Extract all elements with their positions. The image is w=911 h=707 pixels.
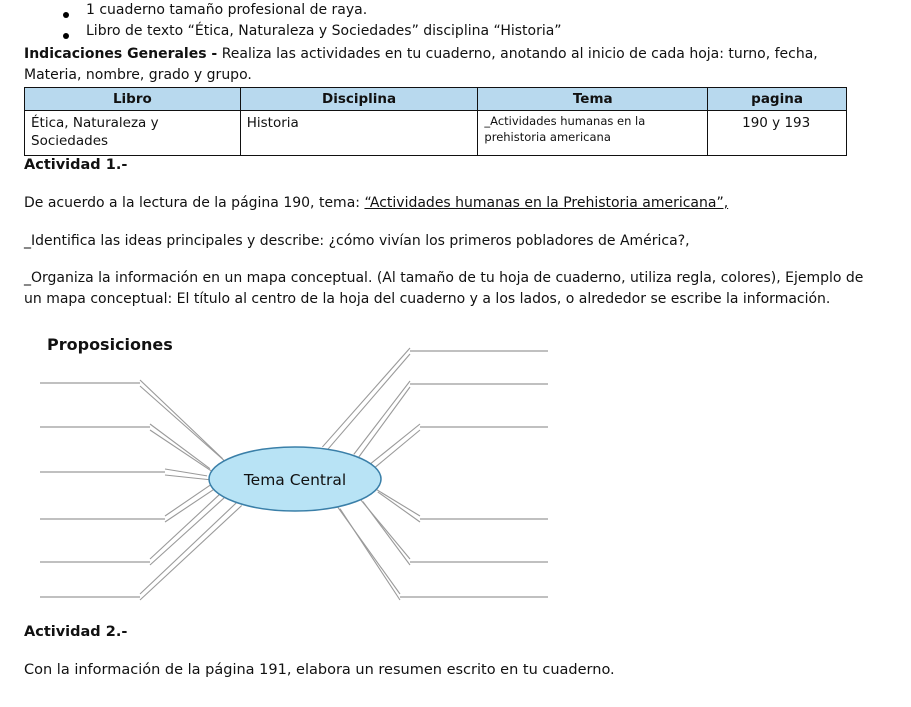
concept-map-branch <box>140 506 242 600</box>
material-item-notebook: 1 cuaderno tamaño profesional de raya. <box>86 2 368 18</box>
actividad-1-intro-prefix: De acuerdo a la lectura de la página 190, tema: <box>24 195 365 211</box>
concept-map-branch <box>140 386 227 463</box>
concept-map-branch <box>150 424 210 469</box>
concept-map-proposiciones-label: Proposiciones <box>47 335 173 354</box>
table-header-pagina: pagina <box>708 88 847 111</box>
concept-map-branch <box>150 430 214 473</box>
tema-line2: prehistoria americana <box>484 130 611 144</box>
concept-map-branch <box>375 430 420 467</box>
concept-map-branch <box>150 494 220 559</box>
concept-map-center-label: Tema Central <box>243 471 347 489</box>
actividad-2-text: Con la información de la página 191, elabora un resumen escrito en tu cuaderno. <box>24 662 615 678</box>
material-item-textbook: Libro de texto “Ética, Naturaleza y Sociedades” disciplina “Historia” <box>86 23 562 39</box>
actividad-1-task-organize-line2: un mapa conceptual: El título al centro de la hoja del cuaderno y a los lados, o alrededor se escribe la información. <box>24 291 831 307</box>
concept-map-branch <box>140 502 238 594</box>
general-instructions-label: Indicaciones Generales - <box>24 46 218 62</box>
actividad-1-task-identify: _Identifica las ideas principales y describe: ¿cómo vivían los primeros pobladores de América?, <box>24 233 690 249</box>
general-instructions-text: Realiza las actividades en tu cuaderno, anotando al inicio de cada hoja: turno, fecha, <box>217 46 818 62</box>
disciplina-value: Historia <box>246 115 299 131</box>
concept-map-branch <box>374 488 420 516</box>
tema-line1: _Actividades humanas en la <box>484 114 646 128</box>
concept-map-branch <box>165 489 214 522</box>
concept-map-branch <box>378 492 420 522</box>
table-header-tema: Tema <box>478 88 708 111</box>
table-header-libro: Libro <box>25 88 241 111</box>
pagina-value: 190 y 193 <box>742 115 811 131</box>
concept-map-branch <box>340 509 400 600</box>
libro-line1: Ética, Naturaleza y <box>31 115 159 131</box>
concept-map-branch <box>165 485 210 516</box>
concept-map-branch <box>363 502 410 565</box>
general-instructions-line2: Materia, nombre, grado y grupo. <box>24 67 252 83</box>
concept-map-branch <box>354 381 410 454</box>
actividad-2-title: Actividad 2.- <box>24 624 128 640</box>
actividad-1-title: Actividad 1.- <box>24 157 128 173</box>
table-header-disciplina: Disciplina <box>240 88 478 111</box>
actividad-1-topic: “Actividades humanas en la Prehistoria americana”, <box>364 195 729 211</box>
actividad-1-task-organize: _Organiza la información en un mapa conceptual. (Al tamaño de tu hoja de cuaderno, utiliza regla, colores), Ejemplo de <box>24 270 864 286</box>
concept-map-branch <box>150 498 224 565</box>
concept-map-branch <box>165 469 207 476</box>
libro-line2: Sociedades <box>31 133 109 149</box>
